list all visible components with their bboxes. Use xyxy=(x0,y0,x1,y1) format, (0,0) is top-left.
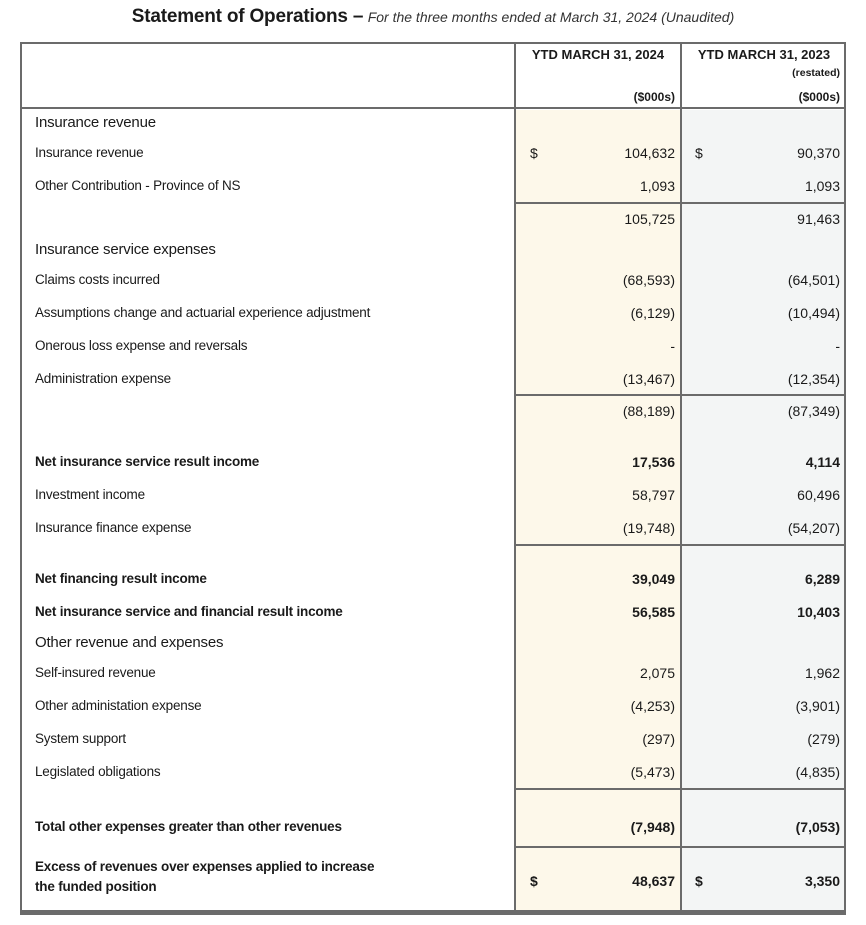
value-2024: 58,797 xyxy=(632,487,675,503)
divider-label-2024 xyxy=(514,42,516,912)
title-subtitle: For the three months ended at March 31, 2024 (Unaudited) xyxy=(367,9,735,25)
value-2024: 2,075 xyxy=(639,665,675,681)
row-label-system-support: System support xyxy=(35,731,126,746)
value-2023: 1,093 xyxy=(804,178,840,194)
column-units-2023: ($000s) xyxy=(798,90,840,104)
row-label-net-insurance-and-financial: Net insurance service and financial result income xyxy=(35,604,343,619)
column-header-2023: YTD MARCH 31, 2023 xyxy=(697,47,831,62)
row-label-legislated: Legislated obligations xyxy=(35,764,161,779)
statement-table xyxy=(20,42,846,915)
subtotal-rule-5 xyxy=(515,846,846,848)
row-label-self-insured: Self-insured revenue xyxy=(35,665,156,680)
currency-symbol: $ xyxy=(695,145,703,161)
value-2024: 1,093 xyxy=(639,178,675,194)
subtotal-rule-2 xyxy=(515,394,846,396)
row-label-assumptions: Assumptions change and actuarial experience adjustment xyxy=(35,305,371,320)
header-rule xyxy=(20,107,846,109)
row-label-administration: Administration expense xyxy=(35,371,171,386)
value-2024: (13,467) xyxy=(622,371,675,387)
value-2023: 1,962 xyxy=(804,665,840,681)
value-2023: (64,501) xyxy=(787,272,840,288)
row-label-insurance-revenue: Insurance revenue xyxy=(35,145,144,160)
currency-symbol: $ xyxy=(530,873,538,889)
currency-symbol: $ xyxy=(530,145,538,161)
value-2023: (7,053) xyxy=(795,819,840,835)
value-2023: 60,496 xyxy=(797,487,840,503)
title-main: Statement of Operations – xyxy=(131,6,364,27)
value-2024: (68,593) xyxy=(622,272,675,288)
value-2024: (6,129) xyxy=(630,305,675,321)
value-2023: (3,901) xyxy=(795,698,840,714)
subtotal-rule-1 xyxy=(515,202,846,204)
column-note-2023: (restated) xyxy=(792,67,840,79)
value-2024: (7,948) xyxy=(630,819,675,835)
section-other-revenue-expenses: Other revenue and expenses xyxy=(35,634,224,651)
row-label-investment-income: Investment income xyxy=(35,487,145,502)
row-label-onerous: Onerous loss expense and reversals xyxy=(35,338,248,353)
section-insurance-service-expenses: Insurance service expenses xyxy=(35,241,216,258)
row-label-total-other-expenses: Total other expenses greater than other revenues xyxy=(35,819,342,834)
section-insurance-revenue: Insurance revenue xyxy=(35,114,156,131)
value-2023: (10,494) xyxy=(787,305,840,321)
row-label-net-financing: Net financing result income xyxy=(35,571,207,586)
value-2023: (279) xyxy=(807,731,840,747)
row-label-insurance-finance-expense: Insurance finance expense xyxy=(35,520,192,535)
value-2024: (4,253) xyxy=(630,698,675,714)
value-2023: 10,403 xyxy=(797,604,840,620)
row-label-claims: Claims costs incurred xyxy=(35,272,160,287)
value-2024: (19,748) xyxy=(622,520,675,536)
subtotal-value-2024: (88,189) xyxy=(622,403,675,419)
value-2023: (4,835) xyxy=(795,764,840,780)
value-2023: (54,207) xyxy=(787,520,840,536)
value-2024: 48,637 xyxy=(632,873,675,889)
row-label-other-contribution: Other Contribution - Province of NS xyxy=(35,178,241,193)
value-2023: 4,114 xyxy=(805,454,840,470)
value-2023: (12,354) xyxy=(787,371,840,387)
divider-2024-2023 xyxy=(680,42,682,912)
subtotal-value-2023: (87,349) xyxy=(787,403,840,419)
value-2023: 6,289 xyxy=(804,571,840,587)
row-label-excess-revenues: Excess of revenues over expenses applied to increase the funded position xyxy=(35,859,375,894)
currency-symbol: $ xyxy=(695,873,703,889)
value-2024: (297) xyxy=(642,731,675,747)
column-header-2024: YTD MARCH 31, 2024 xyxy=(531,47,665,62)
value-2023: - xyxy=(835,338,840,354)
subtotal-value-2024: 105,725 xyxy=(624,211,675,227)
row-label-other-administration: Other administation expense xyxy=(35,698,202,713)
value-2024: 56,585 xyxy=(632,604,675,620)
column-units-2024: ($000s) xyxy=(633,90,675,104)
value-2024: - xyxy=(670,338,675,354)
value-2024: 17,536 xyxy=(632,454,675,470)
statement-title xyxy=(0,6,866,28)
row-label-net-insurance-service: Net insurance service result income xyxy=(35,454,260,469)
subtotal-rule-3 xyxy=(515,544,846,546)
value-2023: 90,370 xyxy=(797,145,840,161)
value-2023: 3,350 xyxy=(804,873,840,889)
subtotal-rule-4 xyxy=(515,788,846,790)
value-2024: (5,473) xyxy=(630,764,675,780)
subtotal-value-2023: 91,463 xyxy=(797,211,840,227)
value-2024: 39,049 xyxy=(632,571,675,587)
value-2024: 104,632 xyxy=(624,145,675,161)
